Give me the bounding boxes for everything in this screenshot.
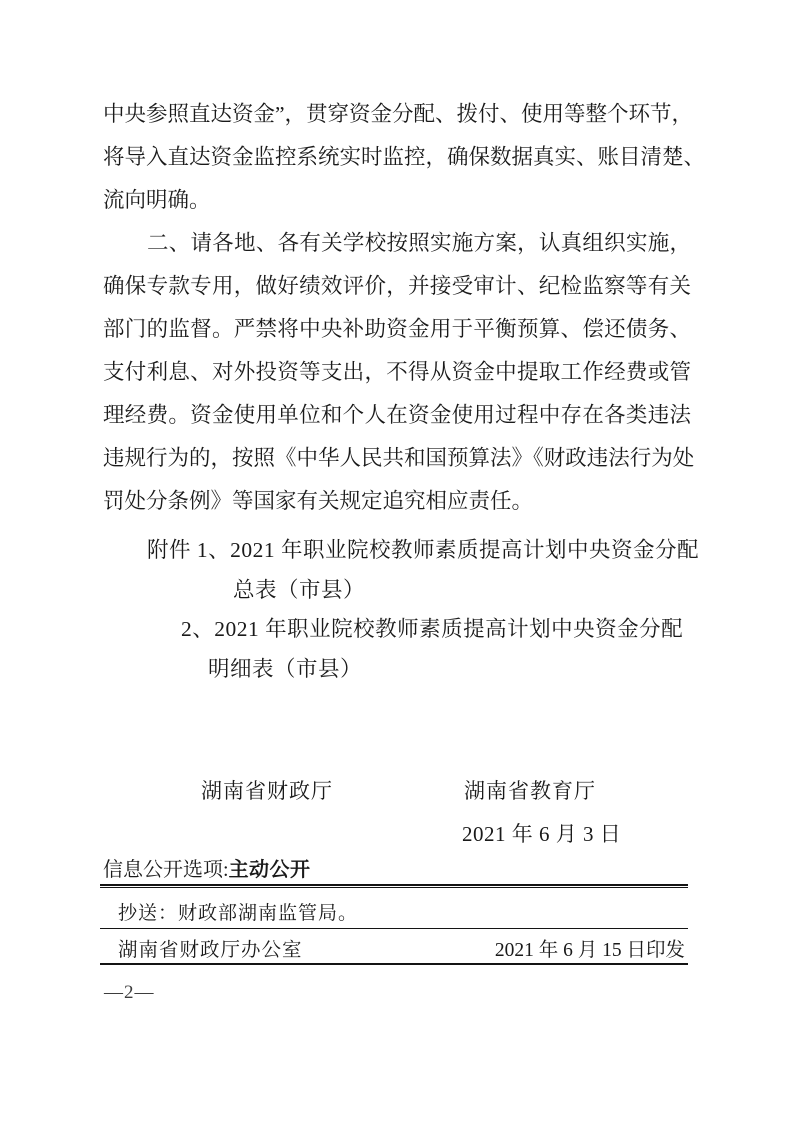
divider-mid <box>100 928 688 929</box>
body-line: 罚处分条例》等国家有关规定追究相应责任。 <box>103 489 534 513</box>
signature-date: 2021 年 6 月 3 日 <box>462 822 622 846</box>
attachment-line-2: 总表（市县） <box>233 578 366 602</box>
disclosure-label: 信息公开选项: <box>103 859 229 881</box>
disclosure-row <box>103 858 311 883</box>
body-line: 支付利息、对外投资等支出，不得从资金中提取工作经费或管 <box>103 360 691 384</box>
divider-thick <box>100 884 688 888</box>
page-number: —2— <box>104 982 155 1003</box>
print-date: 2021 年 6 月 15 日印发 <box>494 940 685 961</box>
body-line: 部门的监督。严禁将中央补助资金用于平衡预算、偿还债务、 <box>103 317 691 341</box>
attachment-line-4: 明细表（市县） <box>208 657 363 681</box>
body-line: 将导入直达资金监控系统实时监控，确保数据真实、账目清楚、 <box>103 145 706 169</box>
issuer-name: 湖南省财政厅办公室 <box>118 940 303 961</box>
body-line: 确保专款专用，做好绩效评价，并接受审计、纪检监察等有关 <box>103 274 691 298</box>
disclosure-value: 主动公开 <box>228 859 311 881</box>
signature-finance-department: 湖南省财政厅 <box>201 779 333 803</box>
body-line: 理经费。资金使用单位和个人在资金使用过程中存在各类违法 <box>103 403 691 427</box>
body-line: 流向明确。 <box>103 188 211 212</box>
divider-bottom <box>100 963 688 965</box>
body-text <box>103 93 706 523</box>
issuer-row <box>118 938 685 963</box>
body-line: 二、请各地、各有关学校按照实施方案，认真组织实施， <box>147 231 691 255</box>
attachment-line-1: 附件 1、2021 年职业院校教师素质提高计划中央资金分配 <box>147 538 700 562</box>
attachment-line-3: 2、2021 年职业院校教师素质提高计划中央资金分配 <box>181 617 684 641</box>
cc-line: 抄送：财政部湖南监管局。 <box>118 903 359 924</box>
body-line: 中央参照直达资金”，贯穿资金分配、拨付、使用等整个环节， <box>103 102 694 126</box>
body-line: 违规行为的，按照《中华人民共和国预算法》《财政违法行为处 <box>103 446 695 470</box>
signature-education-department: 湖南省教育厅 <box>464 779 596 803</box>
